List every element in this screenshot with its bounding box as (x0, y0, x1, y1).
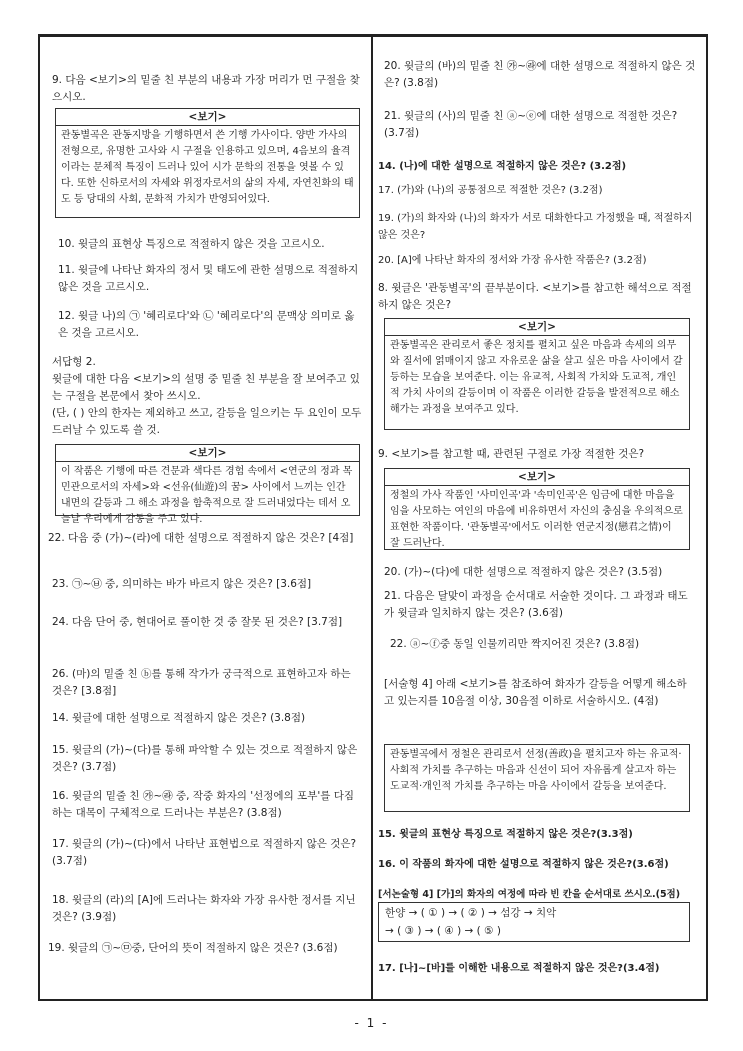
route-line-2: → ( ③ ) → ( ④ ) → ( ⑤ ) (385, 925, 501, 937)
essay-4b (378, 886, 696, 903)
essay-condition: (단, ( ) 안의 한자는 제외하고 쓰고, 갈등을 일으키는 두 요인이 모두 드러날 수 있도록 쓸 것. (52, 407, 362, 436)
question-24 (52, 614, 362, 631)
question-15d (378, 826, 696, 843)
question-22 (48, 530, 363, 547)
question-14b (378, 158, 696, 175)
question-21a (384, 108, 696, 142)
box-title: <보기> (385, 319, 689, 336)
essay-2 (52, 354, 364, 439)
question-20a (384, 58, 696, 92)
question-text: 10. 윗글의 표현상 특징으로 적절하지 않은 것을 고르시오. (58, 238, 325, 250)
column-divider (371, 34, 373, 1000)
question-text: 21. 다음은 달맞이 과정을 순서대로 서술한 것이다. 그 과정과 태도가 윗글과 일치하지 않는 것은? (3.6점) (384, 590, 688, 619)
question-text: 17. 윗글의 (가)~(다)에서 나타난 표현법으로 적절하지 않은 것은? (3.7점) (52, 838, 357, 867)
essay-text: [서술형 4] 아래 <보기>를 참조하여 화자가 갈등을 어떻게 해소하고 있는지를 10음절 이상, 30음절 이하로 서술하시오. (4점) (384, 678, 687, 707)
question-text: 19. (가)의 화자와 (나)의 화자가 서로 대화한다고 가정했을 때, 적절하지 않은 것은? (378, 213, 693, 241)
question-text: 16. 윗글의 밑줄 친 ㉮~㉱ 중, 작중 화자의 '선정에의 포부'를 다짐하는 대목이 구체적으로 드러나는 부분은? (3.8점) (52, 790, 354, 819)
question-14 (52, 710, 362, 727)
question-text: 19. 윗글의 ㉠~㉤중, 단어의 뜻이 적절하지 않은 것은? (3.6점) (48, 942, 338, 954)
question-text: 16. 이 작품의 화자에 대한 설명으로 적절하지 않은 것은?(3.6점) (378, 859, 669, 870)
question-text: 8. 윗글은 '관동별곡'의 끝부분이다. <보기>를 참고한 해석으로 적절하지 않은 것은? (378, 282, 692, 311)
question-23 (52, 576, 362, 593)
question-text: 21. 윗글의 (사)의 밑줄 친 ⓐ~ⓔ에 대한 설명으로 적절한 것은? (3.7점) (384, 110, 678, 139)
question-text: 22. 다음 중 (가)~(라)에 대한 설명으로 적절하지 않은 것은? [4점] (48, 532, 354, 544)
question-text: 18. 윗글의 (라)의 [A]에 드러나는 화자와 가장 유사한 정서를 지닌 것은? (3.9점) (52, 894, 356, 923)
question-15 (52, 742, 362, 776)
route-blanks (378, 902, 690, 942)
question-text: 20. (가)~(다)에 대한 설명으로 적절하지 않은 것은? (3.5점) (384, 566, 663, 578)
question-17 (52, 836, 362, 870)
box-title: <보기> (385, 469, 689, 486)
question-20c (384, 564, 696, 581)
question-text: 17. [나]~[바]를 이해한 내용으로 적절하지 않은 것은?(3.4점) (378, 963, 660, 974)
question-17b (378, 182, 696, 199)
question-text: 15. 윗글의 (가)~(다)를 통해 파악할 수 있는 것으로 적절하지 않은 것은? (3.7점) (52, 744, 358, 773)
question-18 (52, 892, 362, 926)
question-19 (48, 940, 363, 957)
question-text: 20. [A]에 나타난 화자의 정서와 가장 유사한 작품은? (3.2점) (378, 255, 647, 266)
box-body: 관동별곡은 관동지방을 기행하면서 쓴 기행 가사이다. 양반 가사의 전형으로, 유명한 고사와 시 구절을 인용하고 있으며, 4음보의 율격이라는 문체적 특징이 드러나 있어 시가 문학의 전통을 엿볼 수 있다. 또한 신하로서의 자세와 위정자로서의 삶의 자세, 자연친화의 태도 등 당대의 사회, 문화적 가치가 반영되어있다. (61, 130, 354, 205)
essay-4 (384, 676, 696, 710)
question-19b (378, 210, 696, 244)
essay-head: 서답형 2. (52, 356, 96, 368)
question-text: 14. 윗글에 대한 설명으로 적절하지 않은 것은? (3.8점) (52, 712, 306, 724)
question-text: 15. 윗글의 표현상 특징으로 적절하지 않은 것은?(3.3점) (378, 829, 633, 840)
box-body: 관동별곡은 관리로서 좋은 정치를 펼치고 싶은 마음과 속세의 의무와 질서에 얽매이지 않고 자유로운 삶을 살고 싶은 마음 사이에서 갈등하는 모습을 보여준다. 이는 유교적, 사회적 가치와 도교적, 개인적 가치 사이의 갈등이며 이 작품은 이러한 갈등을 발전적으로 해소해가는 과정을 보여주고 있다. (390, 340, 683, 415)
question-text: 17. (가)와 (나)의 공통점으로 적절한 것은? (3.2점) (378, 185, 603, 196)
question-20b (378, 252, 696, 269)
question-12 (58, 308, 363, 342)
question-16 (52, 788, 362, 822)
question-17d (378, 960, 696, 977)
example-box-4 (384, 468, 690, 550)
question-text: 12. 윗글 나)의 ㉠ '혜리로다'와 ㉡ '혜리로다'의 문맥상 의미로 옳은 것을 고르시오. (58, 310, 355, 339)
question-text: 11. 윗글에 나타난 화자의 정서 및 태도에 관한 설명으로 적절하지 않은 것을 고르시오. (58, 264, 359, 293)
question-text: 24. 다음 단어 중, 현대어로 풀이한 것 중 잘못 된 것은? [3.7점] (52, 616, 343, 628)
example-box-5 (384, 744, 690, 812)
question-text: 20. 윗글의 (바)의 밑줄 친 ㉮~㉱에 대한 설명으로 적절하지 않은 것은? (3.8점) (384, 60, 696, 89)
question-text: 22. ⓐ~ⓕ중 동일 인물끼리만 짝지어진 것은? (3.8점) (390, 638, 640, 650)
route-line-1: 한양 → ( ① ) → ( ② ) → 섬강 → 치악 (385, 907, 557, 919)
question-text: 26. (마)의 밑줄 친 ⓑ를 통해 작가가 궁극적으로 표현하고자 하는 것은? [3.8점] (52, 668, 351, 697)
box-title: <보기> (56, 445, 359, 462)
example-box-2 (55, 444, 360, 525)
question-10 (58, 236, 363, 253)
question-text: 23. ㉠~㉥ 중, 의미하는 바가 바르지 않은 것은? [3.6점] (52, 578, 312, 590)
question-text: 9. 다음 <보기>의 밑줄 친 부분의 내용과 가장 머리가 먼 구절을 찾으시오. (52, 74, 360, 103)
question-16d (378, 856, 696, 873)
box-body: 정철의 가사 작품인 '사미인곡'과 '속미인곡'은 임금에 대한 마음을 임을 사모하는 여인의 마음에 비유하면서 자신의 충심을 우의적으로 표현한 작품이다. '관동별곡'에서도 이러한 연군지정(戀君之情)이 잘 드러난다. (390, 490, 683, 549)
question-22c (390, 636, 696, 653)
essay-text: 윗글에 대한 다음 <보기>의 설명 중 밑줄 친 부분을 잘 보여주고 있는 구절을 본문에서 찾아 쓰시오. (52, 373, 360, 402)
box-body: 관동별곡에서 정철은 관리로서 선정(善政)을 펼치고자 하는 유교적·사회적 가치를 추구하는 마음과 신선이 되어 자유롭게 살고자 하는 도교적·개인적 가치를 추구하는 마음 사이에서 갈등을 보여준다. (390, 749, 682, 792)
example-box-1 (55, 108, 360, 218)
question-21c (384, 588, 696, 622)
example-box-3 (384, 318, 690, 430)
question-26 (52, 666, 362, 700)
question-text: 14. (나)에 대한 설명으로 적절하지 않은 것은? (3.2점) (378, 161, 627, 172)
question-9 (52, 72, 362, 106)
question-text: 9. <보기>를 참고할 때, 관련된 구절로 가장 적절한 것은? (378, 448, 645, 460)
box-title: <보기> (56, 109, 359, 126)
essay-text: [서논술형 4] [가]의 화자의 여정에 따라 빈 칸을 순서대로 쓰시오.(5점) (378, 889, 681, 900)
question-8 (378, 280, 696, 314)
box-body: 이 작품은 기행에 따른 견문과 색다른 경험 속에서 <연군의 정과 목민관으로서의 자세>와 <선유(仙遊)의 꿈> 사이에서 느끼는 인간 내면의 갈등과 그 해소 과정을 함축적으로 잘 드러내었다는 데서 오늘날 우리에게 감동을 주고 있다. (61, 466, 353, 525)
page-number: - 1 - (354, 1016, 389, 1030)
question-11 (58, 262, 363, 296)
question-9b (378, 446, 696, 463)
